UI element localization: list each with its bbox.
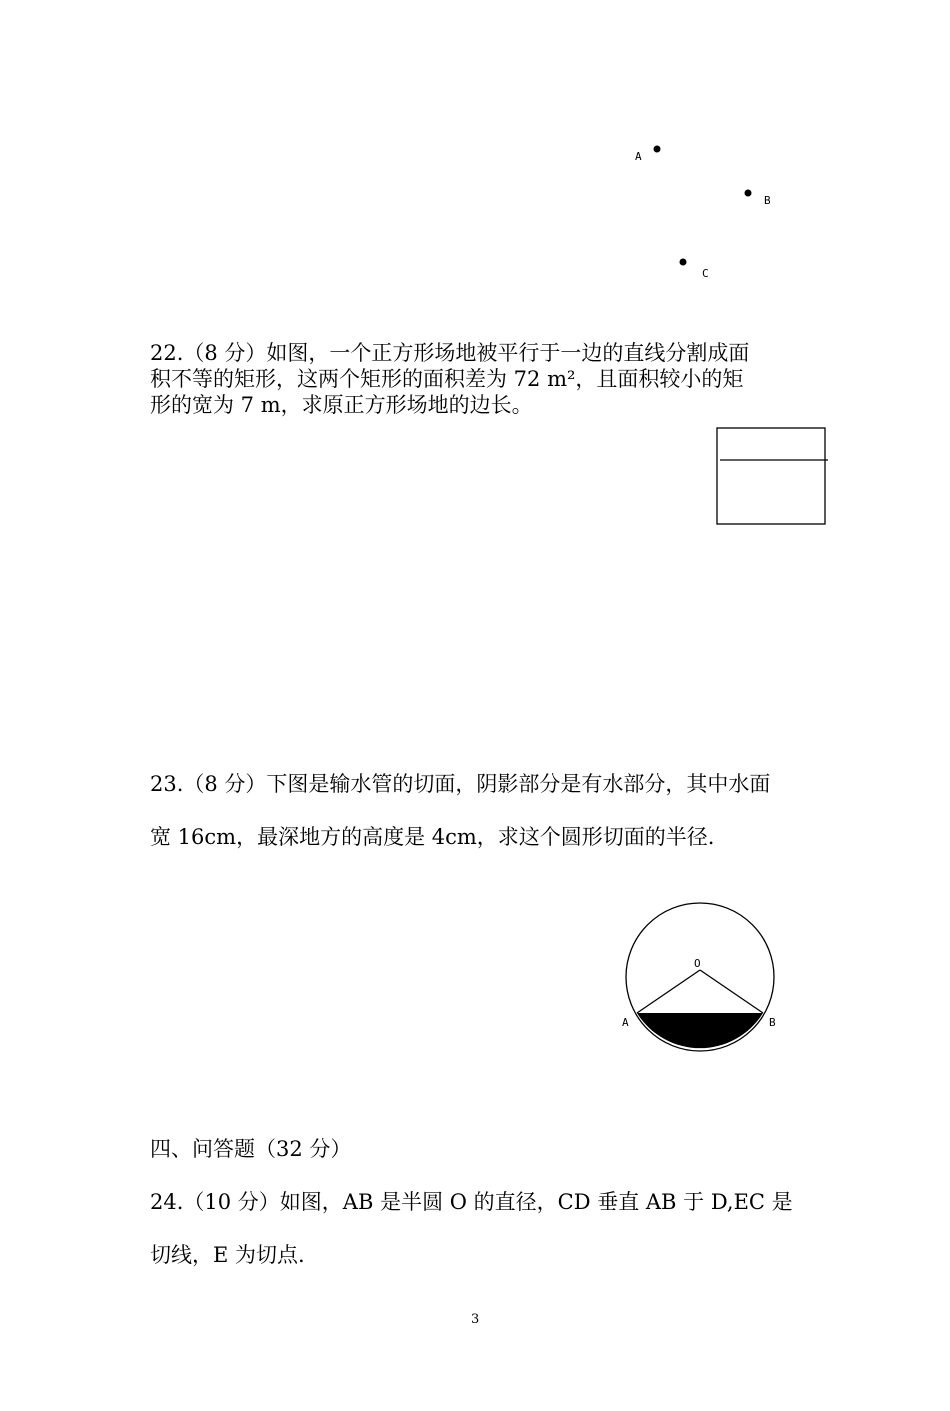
q22-line-3: 形的宽为 7 m，求原正方形场地的边长。 — [150, 393, 533, 417]
q23-line-2: 宽 16cm，最深地方的高度是 4cm，求这个圆形切面的半径. — [150, 825, 715, 849]
section-4-heading: 四、问答题（32 分） — [150, 1137, 352, 1161]
q24-line-2: 切线，E 为切点. — [150, 1243, 305, 1267]
q22-line-2: 积不等的矩形，这两个矩形的面积差为 72 m²，且面积较小的矩 — [150, 367, 744, 391]
radius-ob — [700, 970, 763, 1013]
q22-line-1: 22.（8 分）如图，一个正方形场地被平行于一边的直线分割成面 — [150, 341, 750, 365]
radius-oa — [637, 970, 700, 1013]
point-a-label: A — [635, 150, 642, 163]
page-number: 3 — [471, 1312, 480, 1327]
water-region — [637, 1013, 763, 1048]
center-o-label: O — [694, 957, 701, 970]
q23-line-1: 23.（8 分）下图是输水管的切面，阴影部分是有水部分，其中水面 — [150, 772, 771, 796]
q24-line-1: 24.（10 分）如图，AB 是半圆 O 的直径，CD 垂直 AB 于 D,EC 是 — [150, 1190, 793, 1214]
chord-point-a-label: A — [622, 1016, 629, 1029]
point-b-label: B — [764, 194, 771, 207]
chord-point-b-label: B — [769, 1016, 776, 1029]
point-c-label: C — [702, 267, 709, 280]
